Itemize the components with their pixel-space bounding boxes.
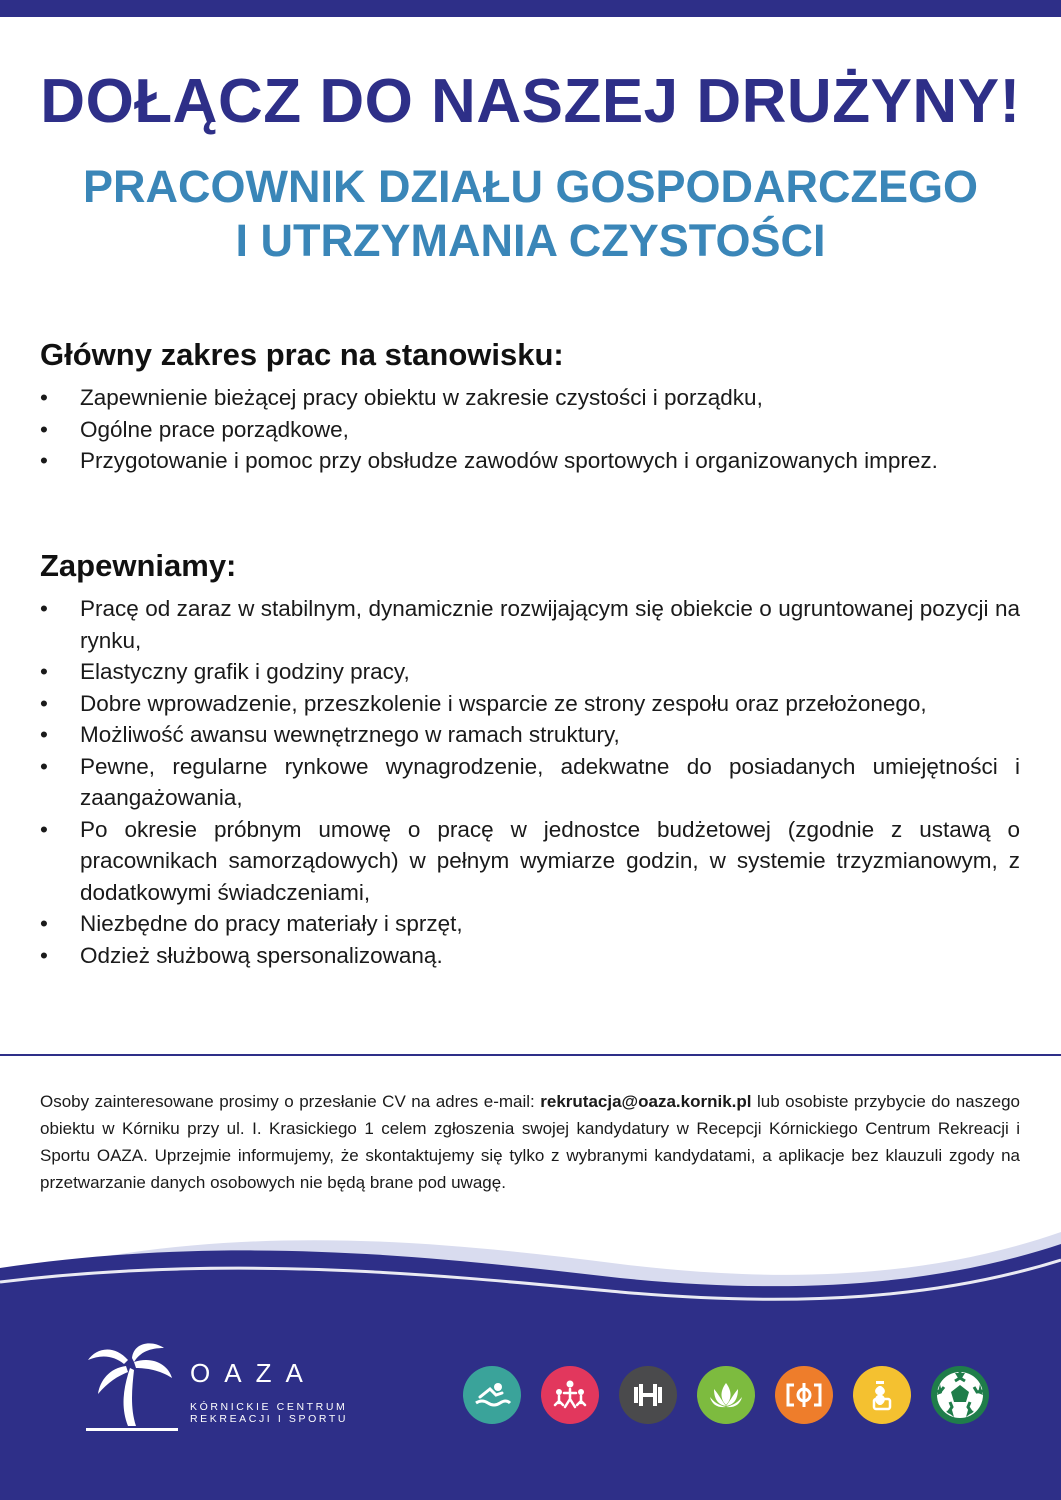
job-title-line-2: I UTRZYMANIA CZYSTOŚCI — [235, 215, 826, 266]
offer-item: • Po okresie próbnym umowę o pracę w jednostce budżetowej (zgodnie z ustawą o pracownikach samorządowych) w pełnym wymiarze godzin, w systemie trzyzmianowym, z dodatkowymi świadczeniami, — [40, 814, 1020, 909]
bullet: • — [40, 596, 48, 621]
bowling-icon — [853, 1366, 911, 1424]
duty-item: • Zapewnienie bieżącej pracy obiektu w zakresie czystości i porządku, — [40, 382, 1020, 414]
offer-section — [40, 545, 1020, 971]
bullet: • — [40, 942, 48, 968]
job-title — [0, 160, 1061, 268]
football-icon — [931, 1366, 989, 1424]
offer-list — [40, 593, 1020, 971]
bullet: • — [40, 816, 48, 842]
contact-email[interactable]: rekrutacja@oaza.kornik.pl — [540, 1092, 752, 1111]
headline: DOŁĄCZ DO NASZEJ DRUŻYNY! — [40, 67, 1021, 136]
bullet: • — [40, 416, 48, 442]
offer-item: • Dobre wprowadzenie, przeszkolenie i wsparcie ze strony zespołu oraz przełożonego, — [40, 688, 1020, 720]
bullet: • — [40, 659, 48, 684]
duties-list — [40, 382, 1020, 477]
offer-item: • Niezbędne do pracy materiały i sprzęt, — [40, 908, 1020, 940]
palm-tree-icon — [84, 1338, 184, 1438]
bullet: • — [40, 911, 48, 936]
oaza-logo — [84, 1338, 364, 1438]
swimming-icon — [463, 1366, 521, 1424]
offer-item: • Elastyczny grafik i godziny pracy, — [40, 656, 1020, 688]
activity-icons — [463, 1366, 993, 1426]
duties-heading: Główny zakres prac na stanowisku: — [40, 337, 564, 372]
logo-name: OAZA — [190, 1358, 317, 1388]
top-bar — [0, 0, 1061, 17]
bullet: • — [40, 722, 48, 747]
job-title-line-1: PRACOWNIK DZIAŁU GOSPODARCZEGO — [83, 161, 978, 212]
dumbbell-icon — [619, 1366, 677, 1424]
duties-section — [40, 334, 1020, 477]
offer-item: • Możliwość awansu wewnętrznego w ramach struktury, — [40, 719, 1020, 751]
lotus-icon — [697, 1366, 755, 1424]
bullet: • — [40, 690, 48, 716]
offer-item: • Pewne, regularne rynkowe wynagrodzenie, adekwatne do posiadanych umiejętności i zaangażowania, — [40, 751, 1020, 814]
offer-heading: Zapewniamy: — [40, 548, 237, 583]
offer-item: • Odzież służbową spersonalizowaną. — [40, 940, 1020, 972]
bullet: • — [40, 448, 48, 473]
people-icon — [541, 1366, 599, 1424]
divider — [0, 1054, 1061, 1056]
duty-item: • Przygotowanie i pomoc przy obsłudze zawodów sportowych i organizowanych imprez. — [40, 445, 1020, 477]
contact-info: Osoby zainteresowane prosimy o przesłanie CV na adres e-mail: rekrutacja@oaza.kornik.pl lub osobiste przybycie do naszego obiektu w Kórniku przy ul. I. Krasickiego 1 celem zgłoszenia swojej kandydatury w Recepcji Kórnickiego Centrum Rekreacji i Sportu OAZA. Uprzejmie informujemy, że skontaktujemy się tylko z wybranymi kandydatami, a aplikacje bez klauzuli zgody na przetwarzanie danych osobowych nie będą brane pod uwagę. — [40, 1092, 1020, 1192]
bullet: • — [40, 753, 48, 779]
bullet: • — [40, 385, 48, 410]
logo-subtitle: KÓRNICKIE CENTRUM REKREACJI I SPORTU — [190, 1401, 349, 1425]
pitch-icon — [775, 1366, 833, 1424]
offer-item: • Pracę od zaraz w stabilnym, dynamicznie rozwijającym się obiekcie o ugruntowanej pozycji na rynku, — [40, 593, 1020, 656]
duty-item: • Ogólne prace porządkowe, — [40, 414, 1020, 446]
